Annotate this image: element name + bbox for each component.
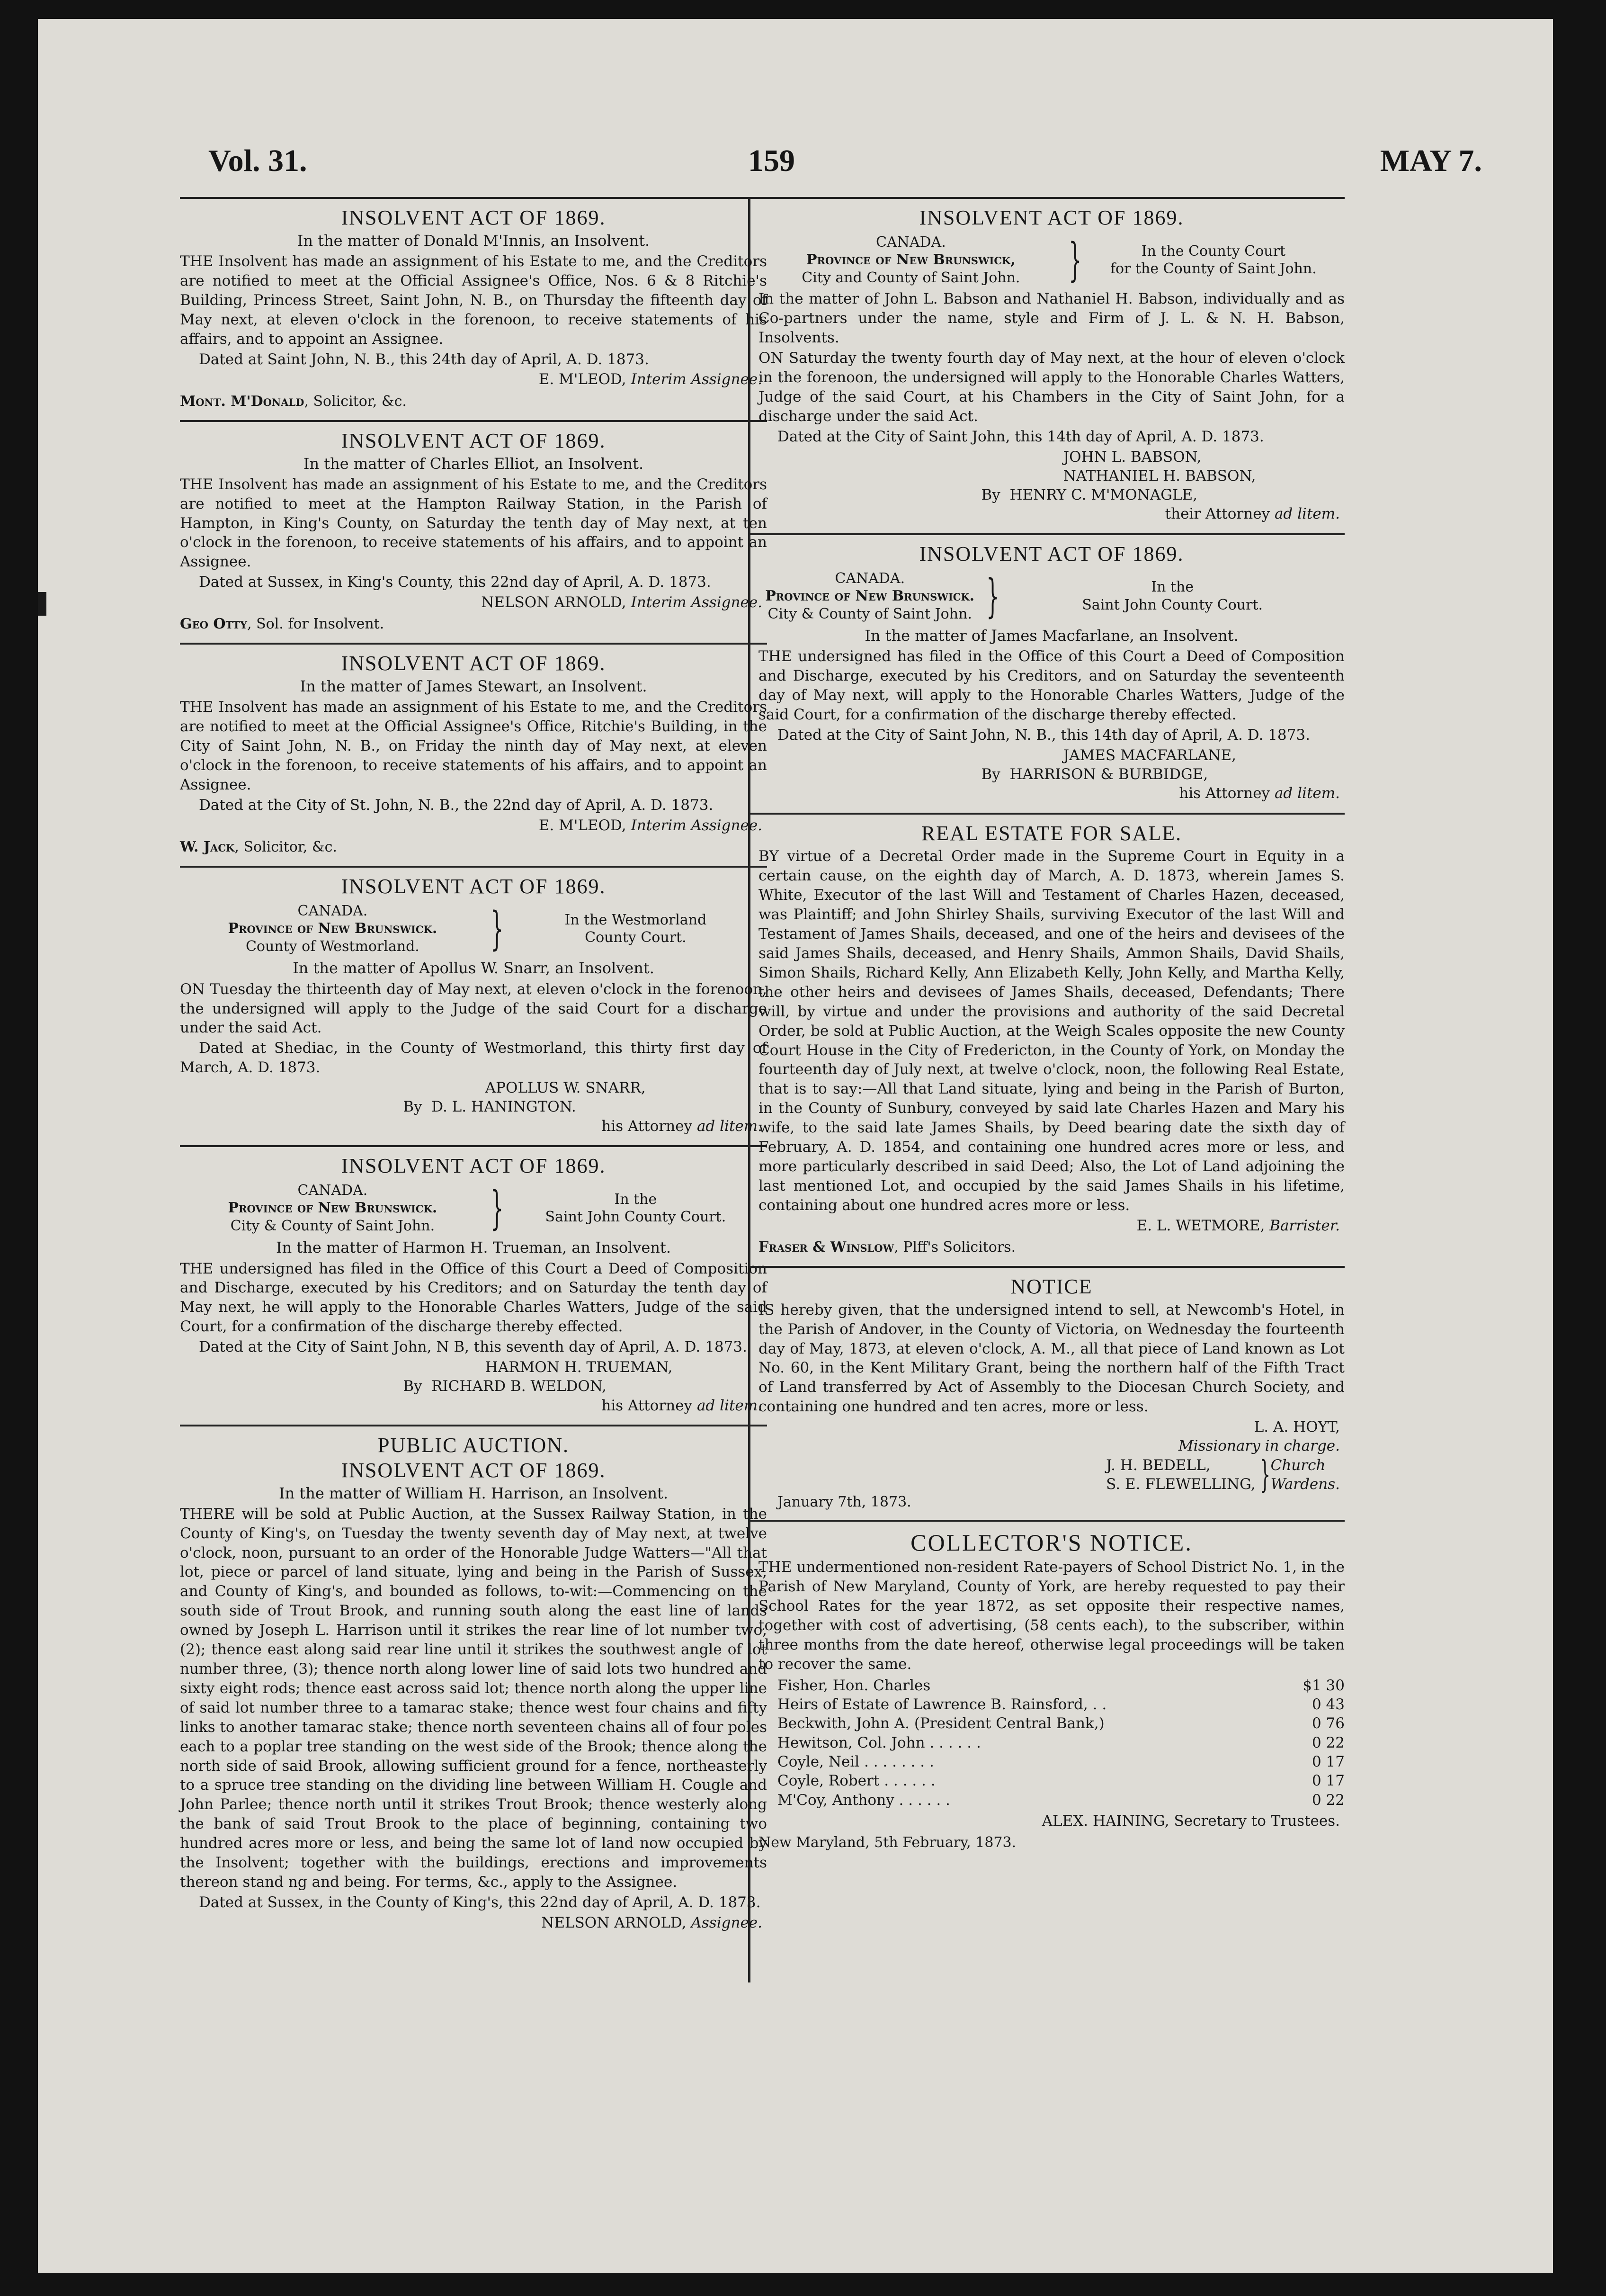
solicitor-name: Geo Otty xyxy=(180,616,247,633)
attorney-role xyxy=(758,784,1345,803)
notice-signature xyxy=(180,370,767,389)
notice-macfarlane xyxy=(748,533,1345,813)
notice-real-estate xyxy=(748,813,1345,1266)
list-item xyxy=(777,1695,1345,1714)
court-line-2: for the County of Saint John. xyxy=(1110,260,1317,278)
ratepayer-amount: 0 22 xyxy=(1312,1734,1345,1751)
solicitor-role: , Solicitor, &c. xyxy=(234,839,337,856)
notice-trueman xyxy=(180,1145,767,1425)
list-item xyxy=(777,1714,1345,1733)
court-line-2: Saint John County Court. xyxy=(545,1209,726,1226)
ratepayer-name: Coyle, Neil . . . . . . . . xyxy=(777,1753,934,1770)
court-line-1: In the xyxy=(614,1191,657,1208)
notice-heading: INSOLVENT ACT OF 1869. xyxy=(341,206,606,229)
notice-heading-auction: PUBLIC AUCTION. xyxy=(377,1433,570,1457)
signer-name: NELSON ARNOLD, xyxy=(481,594,626,611)
caption-canada: CANADA. xyxy=(835,570,905,587)
signer-name: L. A. HOYT, xyxy=(1254,1418,1340,1436)
notice-harrison xyxy=(180,1425,767,1942)
court-caption xyxy=(758,233,1345,287)
notice-solicitor xyxy=(180,392,767,411)
notice-subheading: In the matter of James Macfarlane, an Insolvent. xyxy=(865,627,1239,645)
notice-dated: Dated at the City of Saint John, N B, this seventh day of April, A. D. 1873. xyxy=(199,1338,747,1356)
court-caption xyxy=(180,1182,767,1235)
notice-heading: INSOLVENT ACT OF 1869. xyxy=(341,652,606,675)
notice-body: THE undersigned has filed in the Office of this Court a Deed of Composition and Discharge, executed by his Creditors; and on Saturday the tenth day of May next, he will apply to the Honorable Charles Watters, Judge of the said Court, for a confirmation of the discharge thereby effected. xyxy=(180,1260,767,1336)
signer-title: Barrister. xyxy=(1269,1217,1340,1234)
signer-title: Missionary in charge. xyxy=(1178,1437,1340,1455)
notice-dated: Dated at the City of Saint John, N. B., this 14th day of April, A. D. 1873. xyxy=(777,726,1310,744)
ratepayer-name: Beckwith, John A. (President Central Bank,) xyxy=(777,1715,1105,1732)
court-line-1: In the xyxy=(1151,579,1194,596)
brace-glyph: } xyxy=(986,569,999,623)
newspaper-page xyxy=(38,19,1553,2273)
caption-canada: CANADA. xyxy=(297,1182,368,1199)
notice-solicitor xyxy=(758,1238,1345,1256)
notice-heading: INSOLVENT ACT OF 1869. xyxy=(341,875,606,898)
list-item xyxy=(777,1733,1345,1752)
notice-matter: In the matter of John L. Babson and Nathaniel H. Babson, individually and as Co-partners under the name, style and Firm of J. L. & N. H. Babson, Insolvents. xyxy=(758,290,1345,347)
signer-name-2: NATHANIEL H. BABSON, xyxy=(1063,467,1256,484)
solicitor-name: W. Jack xyxy=(180,839,235,856)
notice-body: THE Insolvent has made an assignment of his Estate to me, and the Creditors are notified to meet at the Official Assignee's Office, Nos. 6 & 8 Ritchie's Building, Princess Street, Saint John, N. B., on Thursday the fifteenth day of May next, at eleven o'clock in the forenoon, to receive statements of his affairs, and to appoint an Assignee. xyxy=(180,252,767,348)
brace-glyph: } xyxy=(1259,1453,1270,1496)
ad-litem: ad litem. xyxy=(696,1117,762,1135)
court-line-1: In the Westmorland xyxy=(564,911,707,928)
wardens-block xyxy=(758,1453,1340,1496)
court-caption xyxy=(180,902,767,956)
attorney-line xyxy=(758,765,1345,784)
volume-label: Vol. 31. xyxy=(208,144,307,178)
caption-county: County of Westmorland. xyxy=(245,938,419,955)
notice-elliot xyxy=(180,420,767,643)
right-column xyxy=(748,197,1345,1861)
notice-subheading: In the matter of James Stewart, an Insolvent. xyxy=(300,677,647,696)
attorney-line xyxy=(180,1377,767,1396)
notice-body: ON Tuesday the thirteenth day of May next, at eleven o'clock in the forenoon, the undersigned will apply to the Judge of the said Court for a discharge under the said Act. xyxy=(180,980,767,1037)
signer-name: APOLLUS W. SNARR, xyxy=(485,1079,646,1097)
solicitor-role: , Solicitor, &c. xyxy=(304,393,407,410)
caption-county: City & County of Saint John. xyxy=(230,1217,435,1234)
notice-dated: Dated at Shediac, in the County of Westmorland, this thirty first day of March, A. D. 1873. xyxy=(180,1040,767,1076)
attorney-role-text: his Attorney xyxy=(601,1117,693,1135)
signer-name: E. L. WETMORE, xyxy=(1136,1217,1265,1234)
notice-snarr xyxy=(180,866,767,1145)
ratepayer-name: M'Coy, Anthony . . . . . . xyxy=(777,1791,950,1809)
attorney-name: D. L. HANINGTON. xyxy=(431,1098,576,1116)
notice-body: ON Saturday the twenty fourth day of May next, at the hour of eleven o'clock in the forenoon, the undersigned will apply to the Honorable Charles Watters, Judge of the said Court, at his Chambers in the City of Saint John, for a discharge under the said Act. xyxy=(758,350,1345,425)
signer-name: NELSON ARNOLD, xyxy=(541,1914,687,1931)
collector-signature: ALEX. HAINING, Secretary to Trustees. xyxy=(1042,1812,1340,1830)
attorney-role-text: his Attorney xyxy=(601,1397,693,1414)
signer-name: HARMON H. TRUEMAN, xyxy=(485,1359,673,1376)
notice-signature xyxy=(180,593,767,612)
solicitor-name: Mont. M'Donald xyxy=(180,393,304,410)
attorney-role xyxy=(758,504,1345,523)
caption-province: Province of New Brunswick, xyxy=(806,251,1016,269)
attorney-name: RICHARD B. WELDON, xyxy=(431,1378,607,1395)
issue-date: MAY 7. xyxy=(1380,144,1482,178)
court-line-2: Saint John County Court. xyxy=(1082,596,1263,613)
attorney-role xyxy=(180,1117,767,1136)
notice-mcinnis xyxy=(180,197,767,420)
ratepayer-amount: 0 76 xyxy=(1312,1715,1345,1732)
court-line-1: In the County Court xyxy=(1141,242,1286,260)
caption-court xyxy=(504,911,767,947)
notice-subheading: In the matter of William H. Harrison, an Insolvent. xyxy=(278,1484,669,1502)
notice-dated: Dated at Saint John, N. B., this 24th day of April, A. D. 1873. xyxy=(199,350,649,368)
caption-county: City & County of Saint John. xyxy=(767,605,972,622)
list-item xyxy=(777,1752,1345,1771)
by-label: By xyxy=(981,486,1000,504)
ratepayer-name: Heirs of Estate of Lawrence B. Rainsford, . . xyxy=(777,1696,1107,1713)
caption-canada: CANADA. xyxy=(875,233,946,251)
notice-body: THERE will be sold at Public Auction, at the Sussex Railway Station, in the County of King's, on Tuesday the twenty seventh day of May next, at twelve o'clock, noon, pursuant to an order of the Honorable Judge Watters—"All that lot, piece or parcel of land situate, lying and being in the Parish of Sussex, and County of King's, and bounded as follows, to-wit:—Commencing on the south side of Trout Brook, and running south along the east line of lands owned by Joseph L. Harrison until it strikes the rear line of lot number two, (2); thence east along said rear line until it strikes the southwest angle of lot number three, (3); thence north along lower line of said lots two hundred and sixty eight rods; thence east across said lot; thence north along the upper line of said lot number three to a tamarac stake; thence west four chains and fifty links to another tamarac stake; thence north seventeen chains all of four poles each to a poplar tree standing on the west side of the Brook; thence along the north side of said Brook, allowing sufficient ground for a fence, northeasterly to a spruce tree standing on the dividing line between William H. Cougle and John Parlee; thence north until it strikes Trout Brook; thence westerly along the bank of said Trout Brook to the place of beginning, containing two hundred acres more or less, and being the same lot of land now occupied by the Insolvent; together with the buildings, erections and improvements thereon stand ng and being. For terms, &c., apply to the Assignee. xyxy=(180,1505,767,1891)
attorney-name: HARRISON & BURBIDGE, xyxy=(1009,766,1208,783)
by-label: By xyxy=(403,1378,422,1395)
ratepayer-name: Fisher, Hon. Charles xyxy=(777,1677,931,1694)
notice-signature xyxy=(180,816,767,835)
notice-heading: INSOLVENT ACT OF 1869. xyxy=(919,542,1184,565)
ratepayer-amount: 0 43 xyxy=(1312,1696,1345,1713)
notice-dated: Dated at the City of St. John, N. B., the 22nd day of April, A. D. 1873. xyxy=(199,796,714,814)
court-line-2: County Court. xyxy=(585,929,687,946)
signer-name: JAMES MACFARLANE, xyxy=(1063,746,1236,764)
notice-body: THE Insolvent has made an assignment of his Estate to me, and the Creditors are notified to meet at the Official Assignee's Office, Ritchie's Building, in the City of Saint John, N. B., on Friday the ninth day of May next, at eleven o'clock in the forenoon, to receive statements of his affairs, and to appoint an Assignee. xyxy=(180,699,767,794)
warden-titles xyxy=(1271,1456,1340,1494)
caption-province: Province of New Brunswick. xyxy=(765,588,975,605)
notice-subheading: In the matter of Apollus W. Snarr, an Insolvent. xyxy=(293,959,654,978)
notice-heading: REAL ESTATE FOR SALE. xyxy=(921,821,1182,845)
warden-names xyxy=(1106,1456,1255,1494)
notice-body: THE undermentioned non-resident Rate-payers of School District No. 1, in the Parish of New Maryland, County of York, are hereby requested to pay their School Rates for the year 1872, as set opposite their respective names, together with cost of advertising, (58 cents each), to the subscriber, within three months from the date hereof, otherwise legal proceedings will be taken to recover the same. xyxy=(758,1559,1345,1673)
notice-body: THE Insolvent has made an assignment of his Estate to me, and the Creditors are notified to meet at the Hampton Railway Station, in the Parish of Hampton, in King's County, on Saturday the tenth day of May next, at ten o'clock in the forenoon, to receive statements of his affairs, and to appoint an Assignee. xyxy=(180,475,767,571)
list-item xyxy=(777,1791,1345,1810)
ratepayer-name: Coyle, Robert . . . . . . xyxy=(777,1772,936,1790)
court-caption xyxy=(758,570,1345,623)
notice-body: BY virtue of a Decretal Order made in the Supreme Court in Equity in a certain cause, on the eighth day of March, A. D. 1873, wherein James S. White, Executor of the last Will and Testament of Charles Hazen, deceased, was Plaintiff; and John Shirley Shails, surviving Executor of the last Will and Testament of James Shails, deceased, and one of the heirs and devisees of the said James Shails, deceased, and Henry Shails, Ammon Shails, David Shails, Simon Shails, Richard Kelly, Ann Elizabeth Kelly, John Kelly, and Martha Kelly, the other heirs and devisees of James Shails, deceased, Defendants; There will, by virtue and under the provisions and authority of the said Decretal Order, be sold at Public Auction, at the Weigh Scales opposite the new County Court House in the City of Fredericton, in the County of York, on Monday the fourteenth day of July next, at twelve o'clock, noon, the following Real Estate, that is to say:—All that Land situate, lying and being in the Parish of Burton, in the County of Sunbury, conveyed by said late Charles Hazen and Mary his wife, to the said late James Shails, by Deed bearing date the sixth day of February, A. D. 1854, and containing one hundred acres more or less, and more particularly described in said Deed; Also, the Lot of Land adjoining the last mentioned Lot, and occupied by the said James Shails in his lifetime, containing about one hundred acres more or less. xyxy=(758,848,1345,1214)
notice-body: THE undersigned has filed in the Office of this Court a Deed of Composition and Discharge, executed by his Creditors, and on Saturday the seventeenth day of May next, will apply to the Honorable Charles Watters, Judge of the said Court, for a confirmation of the discharge thereby effected. xyxy=(758,648,1345,723)
notice-babson xyxy=(748,197,1345,533)
margin-mark xyxy=(38,592,46,616)
ratepayer-name: Hewitson, Col. John . . . . . . xyxy=(777,1734,981,1751)
attorney-line xyxy=(758,485,1345,504)
notice-heading: COLLECTOR'S NOTICE. xyxy=(910,1529,1193,1556)
caption-canada: CANADA. xyxy=(297,902,368,919)
solicitor-role: , Plff's Solicitors. xyxy=(894,1238,1016,1256)
signer-title: Interim Assignee. xyxy=(631,594,762,611)
attorney-name: HENRY C. M'MONAGLE, xyxy=(1009,486,1198,504)
list-item xyxy=(777,1676,1345,1695)
ratepayer-amount: 0 17 xyxy=(1312,1753,1345,1770)
signer-name: E. M'LEOD, xyxy=(538,816,626,834)
attorney-role-text: their Attorney xyxy=(1165,505,1270,523)
notice-stewart xyxy=(180,643,767,866)
collector-place-date: New Maryland, 5th February, 1873. xyxy=(758,1834,1017,1851)
notice-dated: Dated at Sussex, in King's County, this 22nd day of April, A. D. 1873. xyxy=(199,574,711,591)
warden-title-2: Wardens. xyxy=(1270,1476,1340,1493)
brace-glyph: } xyxy=(490,902,504,955)
notice-dated: Dated at the City of Saint John, this 14th day of April, A. D. 1873. xyxy=(777,428,1264,445)
by-label: By xyxy=(981,766,1000,783)
by-label: By xyxy=(403,1098,422,1116)
notice-heading: NOTICE xyxy=(1010,1274,1093,1298)
attorney-line xyxy=(180,1097,767,1116)
ad-litem: ad litem. xyxy=(1274,785,1340,802)
attorney-role xyxy=(180,1396,767,1415)
ad-litem: ad litem. xyxy=(1274,505,1340,523)
caption-jurisdiction xyxy=(180,1182,485,1235)
ratepayer-list xyxy=(777,1676,1345,1810)
notice-body: IS hereby given, that the undersigned intend to sell, at Newcomb's Hotel, in the Parish of Andover, in the County of Victoria, on Wednesday the fourteenth day of May, 1873, at eleven o'clock, A. M., all that piece of Land known as Lot No. 60, in the Kent Military Grant, being the northern half of the Fifth Tract of Land transferred by Act of Assembly to the Diocesan Church Society, and containing one hundred and ten acres, more or less. xyxy=(758,1301,1345,1416)
warden-1: J. H. BEDELL, xyxy=(1106,1456,1211,1474)
warden-title-1: Church xyxy=(1270,1456,1326,1474)
notice-signature xyxy=(758,1216,1345,1235)
notice-signature xyxy=(180,1913,767,1932)
signer-name: E. M'LEOD, xyxy=(538,371,626,388)
left-column xyxy=(180,197,767,1942)
solicitor-role: , Sol. for Insolvent. xyxy=(247,616,384,633)
notice-heading: INSOLVENT ACT OF 1869. xyxy=(919,206,1184,229)
notice-sale xyxy=(748,1266,1345,1520)
signer-title: Interim Assignee. xyxy=(631,816,762,834)
notice-collector xyxy=(748,1520,1345,1861)
attorney-role-text: his Attorney xyxy=(1179,785,1270,802)
signer-title: Interim Assignee. xyxy=(631,371,762,388)
notice-heading: INSOLVENT ACT OF 1869. xyxy=(341,1458,606,1482)
ratepayer-amount: $1 30 xyxy=(1303,1677,1345,1694)
caption-court xyxy=(1082,242,1345,278)
signer-name-1: JOHN L. BABSON, xyxy=(1063,448,1202,466)
brace-glyph: } xyxy=(1068,233,1082,287)
caption-jurisdiction xyxy=(180,902,485,956)
notice-solicitor xyxy=(180,615,767,633)
notice-date: January 7th, 1873. xyxy=(777,1494,911,1511)
signer-title: Assignee. xyxy=(691,1914,762,1931)
page-number: 159 xyxy=(748,144,795,178)
caption-province: Province of New Brunswick. xyxy=(228,920,437,937)
notice-dated: Dated at Sussex, in the County of King's, this 22nd day of April, A. D. 1873. xyxy=(199,1893,761,1911)
notice-subheading: In the matter of Charles Elliot, an Insolvent. xyxy=(303,454,644,473)
brace-glyph: } xyxy=(490,1181,504,1235)
notice-subheading: In the matter of Harmon H. Trueman, an Insolvent. xyxy=(276,1238,671,1257)
notice-subheading: In the matter of Donald M'Innis, an Insolvent. xyxy=(297,231,650,250)
caption-jurisdiction xyxy=(758,570,981,623)
caption-county: City and County of Saint John. xyxy=(802,269,1020,286)
notice-heading: INSOLVENT ACT OF 1869. xyxy=(341,429,606,452)
ad-litem: ad litem. xyxy=(696,1397,762,1414)
list-item xyxy=(777,1771,1345,1790)
notice-solicitor xyxy=(180,838,767,856)
caption-court xyxy=(504,1191,767,1226)
notice-heading: INSOLVENT ACT OF 1869. xyxy=(341,1154,606,1178)
warden-2: S. E. FLEWELLING, xyxy=(1106,1476,1256,1493)
page-header xyxy=(208,143,1482,195)
solicitor-name: Fraser & Winslow xyxy=(758,1238,894,1256)
caption-jurisdiction xyxy=(758,233,1063,287)
caption-court xyxy=(1000,578,1345,614)
ratepayer-amount: 0 17 xyxy=(1312,1772,1345,1790)
ratepayer-amount: 0 22 xyxy=(1312,1791,1345,1809)
caption-province: Province of New Brunswick. xyxy=(228,1200,437,1217)
